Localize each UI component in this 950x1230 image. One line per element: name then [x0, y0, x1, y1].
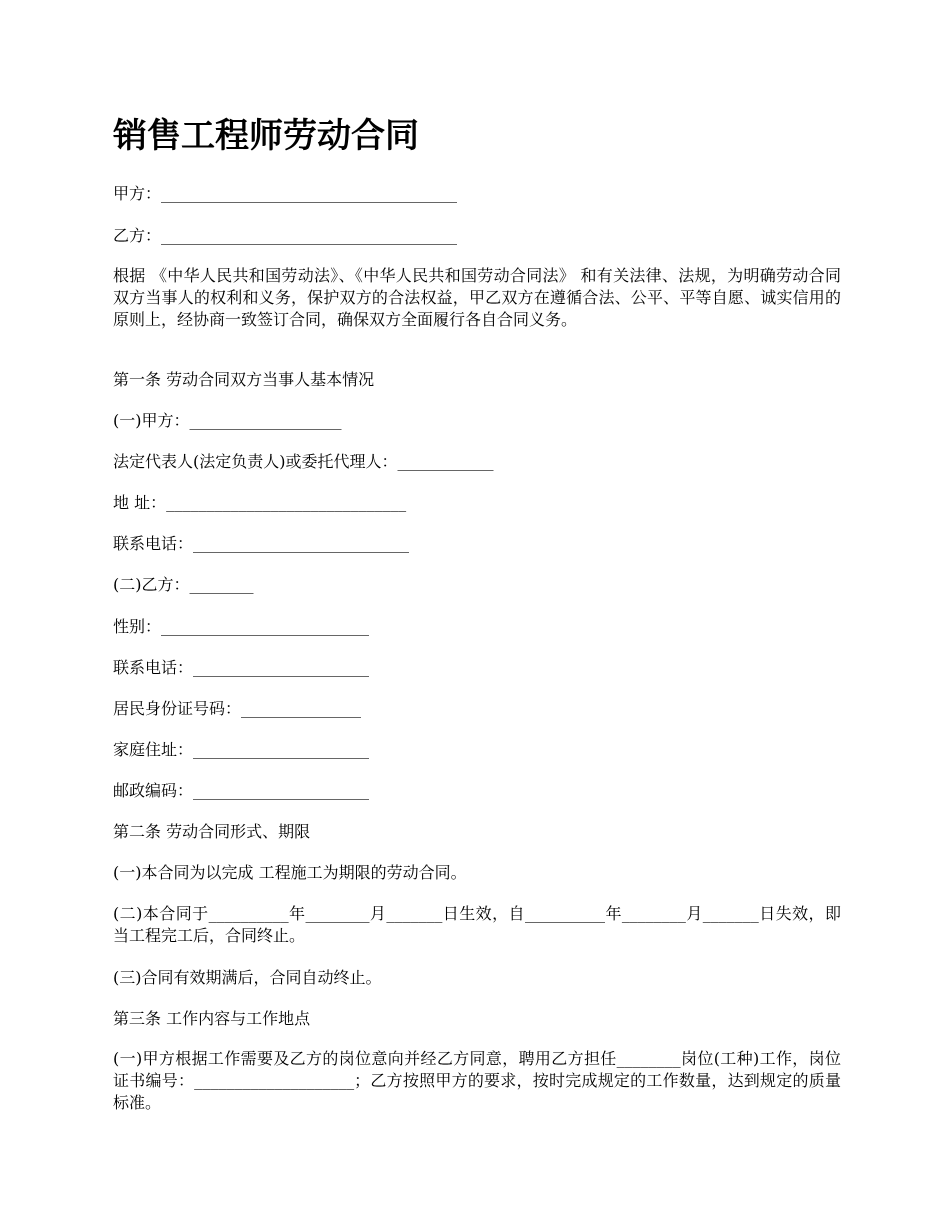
- preamble-paragraph: 根据 《中华人民共和国劳动法》、《中华人民共和国劳动合同法》 和有关法律、法规，为明确劳动合同双方当事人的权利和义务，保护双方的合法权益，甲乙双方在遵循合法、公平、平等自愿、诚实信用的原则上，经协商一致签订合同，确保双方全面履行各自合同义务。: [113, 266, 841, 329]
- party-b-field: 乙方：_____________________________________: [113, 226, 458, 245]
- a1-address-field: 地 址：______________________________: [113, 493, 407, 512]
- article-2-heading: 第二条 劳动合同形式、期限: [113, 822, 311, 841]
- a1-home-address-field: 家庭住址：______________________: [113, 740, 370, 759]
- a3-item-1: (一)甲方根据工作需要及乙方的岗位意向并经乙方同意，聘用乙方担任________岗位(工种)工作，岗位证书编号：____________________；乙方按照甲方的要求，按时完成规定的工作数量，达到规定的质量标准。: [113, 1049, 841, 1112]
- a2-item-3: (三)合同有效期满后，合同自动终止。: [113, 968, 382, 987]
- a2-item-2: (二)本合同于__________年________月_______日生效，自__________年________月_______日失效，即当工程完工后，合同终止。: [113, 904, 841, 945]
- article-3-heading: 第三条 工作内容与工作地点: [113, 1009, 311, 1028]
- a1-phone-b-field: 联系电话：______________________: [113, 658, 370, 677]
- a1-legal-representative-field: 法定代表人(法定负责人)或委托代理人：____________: [113, 452, 494, 471]
- article-1-heading: 第一条 劳动合同双方当事人基本情况: [113, 370, 375, 389]
- party-a-field: 甲方：_____________________________________: [113, 184, 458, 203]
- a1-gender-field: 性别：__________________________: [113, 617, 370, 636]
- a1-party-b-field: (二)乙方：________: [113, 575, 254, 594]
- a1-postal-code-field: 邮政编码：______________________: [113, 781, 370, 800]
- a1-id-number-field: 居民身份证号码：_______________: [113, 699, 362, 718]
- document-title: 销售工程师劳动合同: [113, 116, 419, 156]
- a1-party-a-field: (一)甲方：___________________: [113, 411, 342, 430]
- a2-item-1: (一)本合同为以完成 工程施工为期限的劳动合同。: [113, 863, 467, 882]
- a1-phone-a-field: 联系电话：___________________________: [113, 534, 410, 553]
